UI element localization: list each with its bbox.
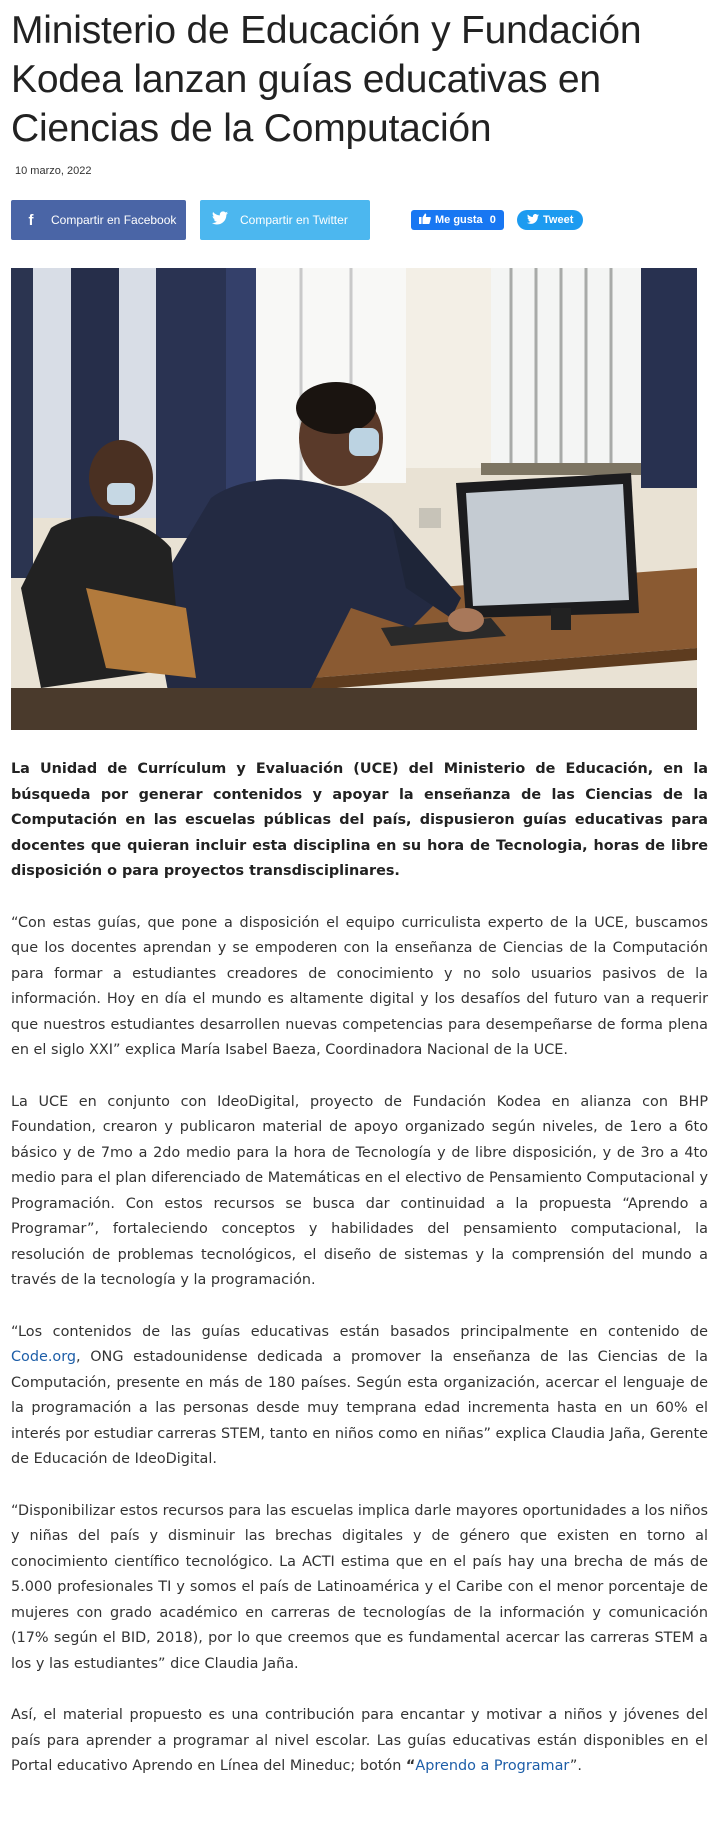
paragraph-5-text-b: ”. (569, 1758, 582, 1774)
paragraph-4: “Disponibilizar estos recursos para las escuelas implica darle mayores oportunidades a los niños y niñas del país y disminuir las brechas digitales y de género que existen en torno al conocimiento científico tecnológico. La ACTI estima que en el país hay una brecha de más de 5.000 profesionales TI y somos el país de Latinoamérica y el Caribe con el menor porcentaje de mujeres con grado académico en carreras de tecnologías de la información y comunicación (17% según el BID, 2018), por lo que creemos que es fundamental acercar las carreras STEM a los y las estudiantes” dice Claudia Jaña. (11, 1502, 708, 1672)
article-photo (11, 268, 697, 730)
lead-paragraph: La Unidad de Currículum y Evaluación (UCE) del Ministerio de Educación, en la búsqueda por generar contenidos y apoyar la enseñanza de las Ciencias de la Computación en las escuelas públicas del país, dispusieron guías educativas para docentes que quieran incluir esta disciplina en su hora de Tecnologia, horas de libre disposición o para proyectos transdisciplinares. (11, 761, 708, 879)
paragraph-1: “Con estas guías, que pone a disposición el equipo curriculista experto de la UCE, buscamos que los docentes aprendan y se empoderen con la enseñanza de Ciencias de la Computación para formar a estudiantes creadores de conocimiento y no solo usuarios pasivos de la información. Hoy en día el mundo es altamente digital y los desafíos del futuro van a requerir que nuestros estudiantes desarrollen nuevas competencias para desempeñarse de forma plena en el siglo XXI” explica María Isabel Baeza, Coordinadora Nacional de la UCE. (11, 914, 708, 1058)
twitter-icon (200, 211, 240, 229)
tweet-label: Tweet (543, 214, 574, 226)
code-org-link[interactable]: Code.org (11, 1349, 77, 1365)
article-title: Ministerio de Educación y Fundación Kodea lanzan guías educativas en Ciencias de la Computación (11, 9, 642, 150)
paragraph-5-text-a: Así, el material propuesto es una contribución para encantar y motivar a niños y jóvenes del país para aprender a programar al nivel escolar. Las guías educativas están disponibles en el Portal educativo Aprendo en Línea del Mineduc; botón (11, 1707, 708, 1774)
paragraph-2: La UCE en conjunto con IdeoDigital, proyecto de Fundación Kodea en alianza con BHP Foundation, crearon y publicaron material de apoyo organizado según niveles, de 1ero a 6to básico y de 7mo a 2do medio para la hora de Tecnología y de libre disposición, y de 3ro a 4to medio para el plan diferenciado de Matemáticas en el electivo de Pensamiento Computacional y Programación. Con estos recursos se busca dar continuidad a la propuesta “Aprendo a Programar”, fortaleciendo conceptos y habilidades del pensamiento computacional, la resolución de problemas tecnológicos, el diseño de sistemas y la comprensión del mundo a través de la tecnología y la programación. (11, 1093, 708, 1288)
share-twitter-button[interactable] (200, 200, 370, 240)
paragraph-5 (11, 1703, 708, 1780)
share-twitter-label: Compartir en Twitter (240, 213, 348, 227)
tweet-button[interactable] (517, 210, 583, 230)
facebook-icon: f (28, 211, 34, 229)
share-facebook-label: Compartir en Facebook (51, 213, 177, 227)
paragraph-3-text-b: , ONG estadounidense dedicada a promover la enseñanza de las Ciencias de la Computación, presente en más de 180 países. Según esta organización, acercar el lenguaje de la programación a las personas desde muy temprana edad incrementa hasta en un 60% el interés por estudiar carreras STEM, tanto en niños como en niñas” explica Claudia Jaña, Gerente de Educación de IdeoDigital. (11, 1349, 708, 1467)
article (11, 0, 708, 1780)
like-count: 0 (489, 214, 496, 226)
paragraph-3-text-a: “Los contenidos de las guías educativas están basados principalmente en contenido de (11, 1323, 708, 1340)
like-label: Me gusta (435, 214, 483, 226)
twitter-bird-icon (527, 214, 539, 227)
share-bar (11, 200, 708, 242)
paragraph-5-quote: “ (405, 1758, 416, 1774)
classroom-photo-illustration (11, 268, 697, 730)
thumbs-up-icon (419, 213, 431, 227)
aprendo-a-programar-link[interactable]: Aprendo a Programar (415, 1758, 570, 1774)
article-date: 10 marzo, 2022 (15, 165, 92, 177)
paragraph-3 (11, 1320, 708, 1473)
share-facebook-button[interactable] (11, 200, 186, 240)
like-button[interactable] (411, 210, 504, 230)
